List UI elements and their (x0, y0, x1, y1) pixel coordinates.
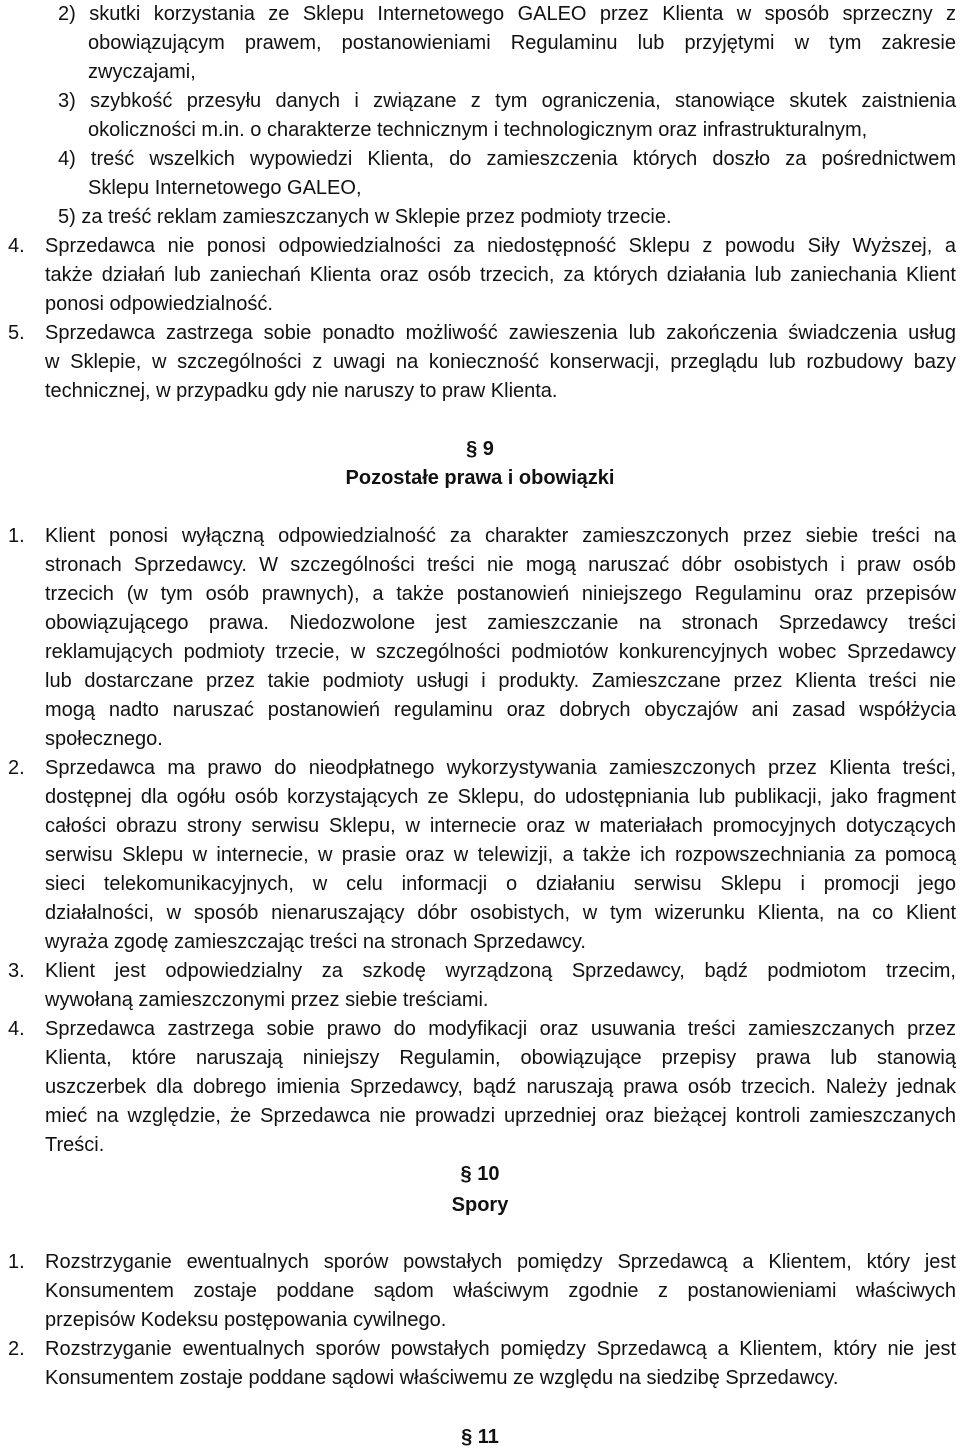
paragraph-line: lub dostarczane przez takie podmioty usługi i produkty. Zamieszczane przez Klienta treści nie (45, 670, 956, 692)
paragraph-line: Konsumentem zostaje poddane sądowi właściwemu ze względu na siedzibę Sprzedawcy. (45, 1367, 839, 1389)
section-title: Spory (451, 1194, 509, 1216)
paragraph-number: 1. (8, 525, 25, 547)
paragraph-line: Treści. (45, 1134, 105, 1156)
paragraph-line: Sprzedawca nie ponosi odpowiedzialności za niedostępność Sklepu z powodu Siły Wyższej, a (45, 235, 956, 257)
paragraph-number: 5. (8, 322, 25, 344)
paragraph-line: uszczerbek dla dobrego imienia Sprzedawcy, bądź naruszają prawa osób trzecich. Należy jednak (45, 1076, 956, 1098)
paragraph-line: sieci telekomunikacyjnych, w celu informacji o działaniu serwisu Sklepu i promocji jego (45, 873, 956, 895)
section-number: § 11 (461, 1426, 499, 1448)
list-line: Sklepu Internetowego GALEO, (88, 177, 362, 199)
paragraph-number: 1. (8, 1251, 25, 1273)
paragraph-line: reklamujących podmioty trzecie, w szczególności podmiotów konkurencyjnych wobec Sprzedawcy (45, 641, 956, 663)
section-number: § 10 (460, 1163, 500, 1185)
paragraph-line: Rozstrzyganie ewentualnych sporów powstałych pomiędzy Sprzedawcą a Klientem, który jest (45, 1251, 956, 1273)
list-line: okoliczności m.in. o charakterze technicznym i technologicznym oraz infrastrukturalnym, (88, 119, 868, 141)
list-line: obowiązującym prawem, postanowieniami Regulaminu lub przyjętymi w tym zakresie (88, 32, 956, 54)
paragraph-line: stronach Sprzedawcy. W szczególności treści nie mogą naruszać dóbr osobistych i praw osób (45, 554, 956, 576)
paragraph-line: Klient ponosi wyłączną odpowiedzialność za charakter zamieszczonych przez siebie treści na (45, 525, 956, 547)
paragraph-line: mogą nadto naruszać postanowień regulaminu oraz dobrych obyczajów ani zasad współżycia (45, 699, 956, 721)
paragraph-line: Konsumentem zostaje poddane sądom właściwym zgodnie z postanowieniami właściwych (45, 1280, 956, 1302)
section-title: Pozostałe prawa i obowiązki (345, 467, 615, 489)
list-line: 4) treść wszelkich wypowiedzi Klienta, do zamieszczenia których doszło za pośrednictwem (58, 148, 956, 170)
list-line: 2) skutki korzystania ze Sklepu Internetowego GALEO przez Klienta w sposób sprzeczny z (58, 3, 956, 25)
paragraph-line: dostępnej dla ogółu osób korzystających ze Sklepu, do udostępniania lub publikacji, jako fragment (45, 786, 956, 808)
list-line: 5) za treść reklam zamieszczanych w Sklepie przez podmioty trzecie. (58, 206, 672, 228)
paragraph-line: w Sklepie, w szczególności z uwagi na konieczność konserwacji, przeglądu lub rozbudowy bazy (45, 351, 956, 373)
paragraph-line: także działań lub zaniechań Klienta oraz osób trzecich, za których działania lub zaniechania Klient (45, 264, 956, 286)
paragraph-line: Sprzedawca zastrzega sobie ponadto możliwość zawieszenia lub zakończenia świadczenia usług (45, 322, 956, 344)
paragraph-line: mieć na względzie, że Sprzedawca nie prowadzi uprzedniej oraz bieżącej kontroli zamieszczanych (45, 1105, 956, 1127)
paragraph-line: trzecich (w tym osób prawnych), a także postanowień niniejszego Regulaminu oraz przepisów (45, 583, 956, 605)
paragraph-line: wyraża zgodę zamieszczając treści na stronach Sprzedawcy. (45, 931, 586, 953)
paragraph-number: 3. (8, 960, 25, 982)
paragraph-line: całości obrazu strony serwisu Sklepu, w internecie oraz w materiałach promocyjnych dotyczących (45, 815, 956, 837)
paragraph-line: ponosi odpowiedzialność. (45, 293, 273, 315)
paragraph-line: serwisu Sklepu w internecie, w prasie oraz w telewizji, a także ich rozpowszechniania za pomocą (45, 844, 956, 866)
paragraph-line: społecznego. (45, 728, 163, 750)
paragraph-line: Sprzedawca ma prawo do nieodpłatnego wykorzystywania zamieszczonych przez Klienta treści, (45, 757, 956, 779)
paragraph-line: Rozstrzyganie ewentualnych sporów powstałych pomiędzy Sprzedawcą a Klientem, który nie jest (45, 1338, 956, 1360)
paragraph-line: Sprzedawca zastrzega sobie prawo do modyfikacji oraz usuwania treści zamieszczanych przez (45, 1018, 956, 1040)
paragraph-line: obowiązującego prawa. Niedozwolone jest zamieszczanie na stronach Sprzedawcy treści (45, 612, 956, 634)
paragraph-number: 4. (8, 235, 25, 257)
paragraph-line: przepisów Kodeksu postępowania cywilnego. (45, 1309, 447, 1331)
paragraph-line: działalności, w sposób nienaruszający dóbr osobistych, w tym wizerunku Klienta, na co Klient (45, 902, 956, 924)
paragraph-line: technicznej, w przypadku gdy nie naruszy to praw Klienta. (45, 380, 558, 402)
paragraph-line: wywołaną zamieszczonymi przez siebie treściami. (45, 989, 489, 1011)
paragraph-number: 4. (8, 1018, 25, 1040)
list-line: 3) szybkość przesyłu danych i związane z tym ograniczenia, stanowiące skutek zaistnienia (58, 90, 956, 112)
paragraph-number: 2. (8, 1338, 25, 1360)
paragraph-number: 2. (8, 757, 25, 779)
list-line: zwyczajami, (88, 61, 196, 83)
section-number: § 9 (466, 438, 494, 460)
paragraph-line: Klient jest odpowiedzialny za szkodę wyrządzoną Sprzedawcy, bądź podmiotom trzecim, (45, 960, 956, 982)
paragraph-line: Klienta, które naruszają niniejszy Regulamin, obowiązujące przepisy prawa lub stanowią (45, 1047, 956, 1069)
